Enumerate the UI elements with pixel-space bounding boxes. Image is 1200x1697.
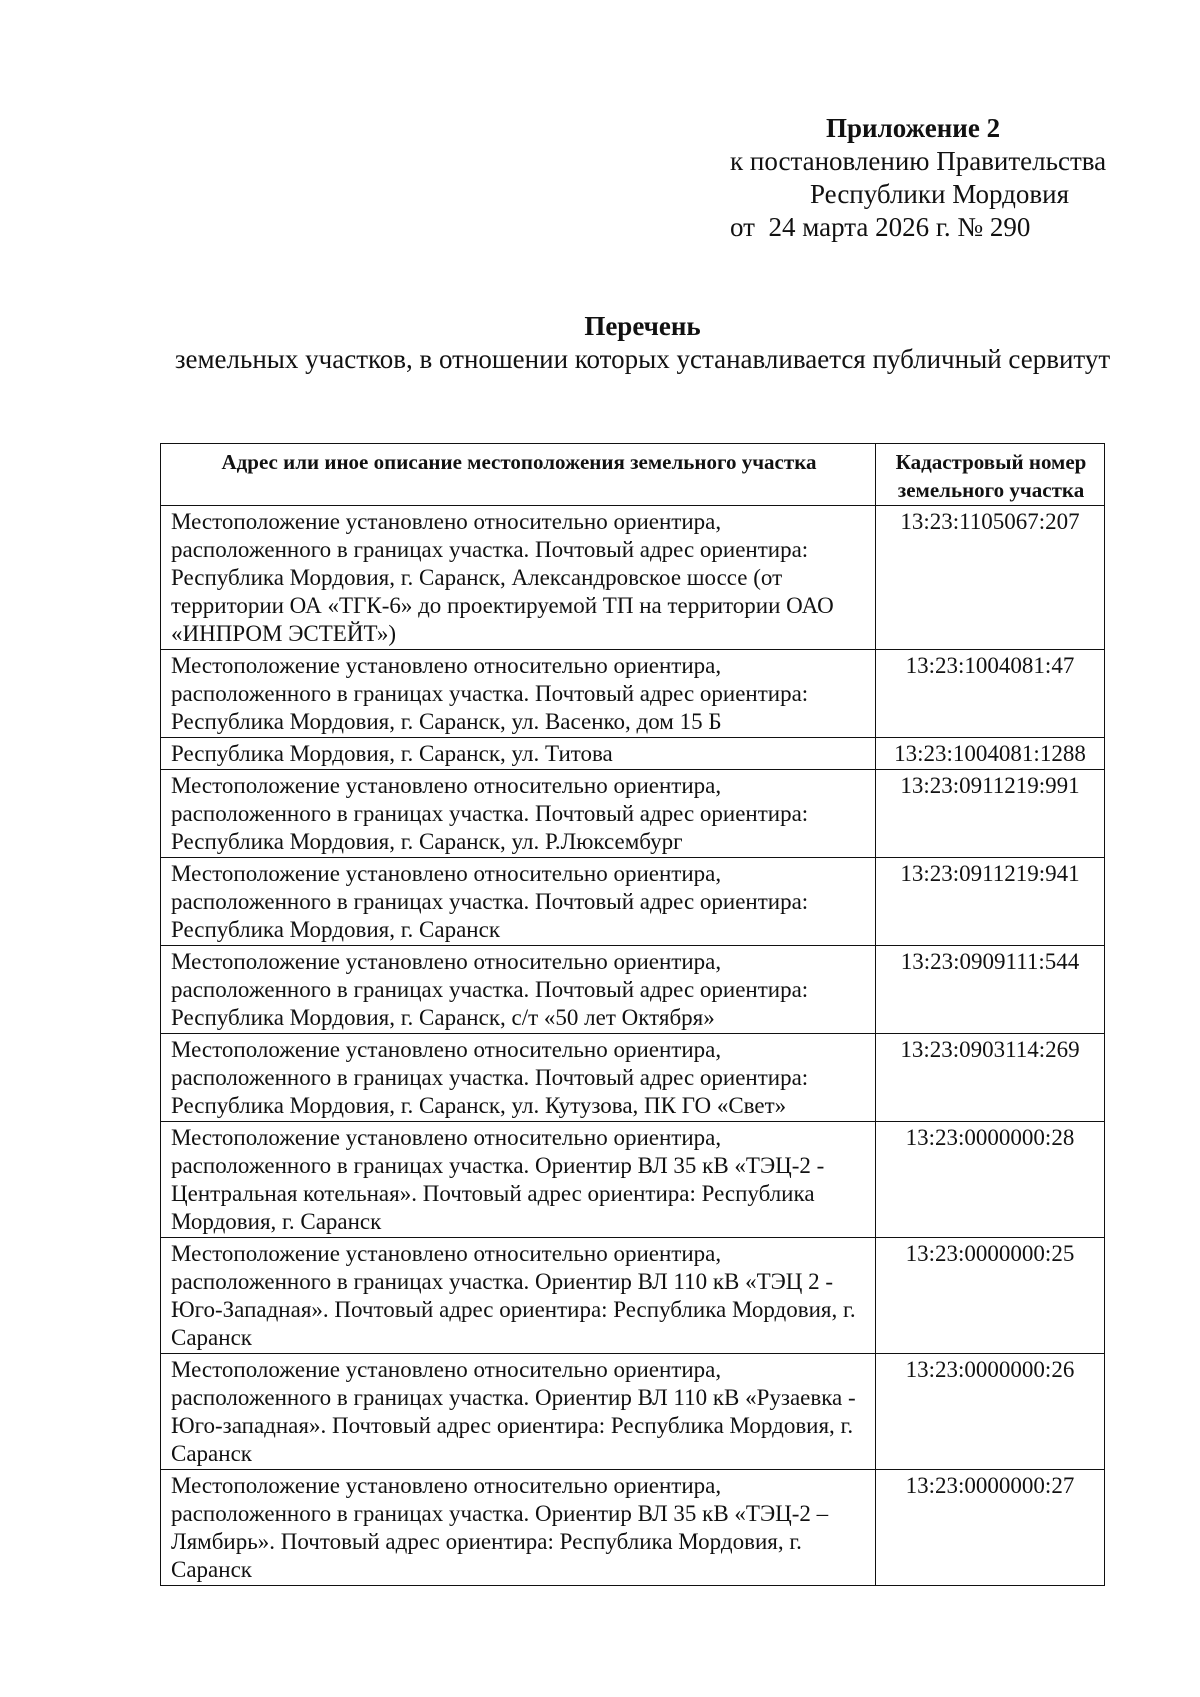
cadastral-number-cell: 13:23:0000000:28	[876, 1122, 1105, 1238]
cadastral-number-cell: 13:23:1004081:1288	[876, 738, 1105, 770]
table-row	[161, 1238, 1105, 1354]
address-cell: Местоположение установлено относительно ориентира, расположенного в границах участка. Ориентир ВЛ 35 кВ «ТЭЦ-2 – Лямбирь». Почтовый адрес ориентира: Республика Мордовия, г. Саранск	[161, 1470, 876, 1586]
appendix-line-resolution: к постановлению Правительства	[730, 146, 1107, 176]
cadastral-number-cell: 13:23:1105067:207	[876, 506, 1105, 650]
appendix-line-date	[730, 211, 1130, 244]
table-row	[161, 1354, 1105, 1470]
address-cell: Местоположение установлено относительно ориентира, расположенного в границах участка. Ориентир ВЛ 35 кВ «ТЭЦ-2 - Центральная котельная». Почтовый адрес ориентира: Республика Мордовия, г. Саранск	[161, 1122, 876, 1238]
address-cell: Местоположение установлено относительно ориентира, расположенного в границах участка. Ориентир ВЛ 110 кВ «Рузаевка - Юго-западная». Почтовый адрес ориентира: Республика Мордовия, г. Саранск	[161, 1354, 876, 1470]
appendix-line-republic: Республики Мордовия	[810, 179, 1070, 209]
table-row	[161, 738, 1105, 770]
address-cell: Местоположение установлено относительно ориентира, расположенного в границах участка. Почтовый адрес ориентира: Республика Мордовия, г. Саранск	[161, 858, 876, 946]
address-cell: Местоположение установлено относительно ориентира, расположенного в границах участка. Почтовый адрес ориентира: Республика Мордовия, г. Саранск, ул. Кутузова, ПК ГО «Свет»	[161, 1034, 876, 1122]
date-value: 24 марта 2026 г. № 290	[768, 212, 1031, 242]
address-cell: Местоположение установлено относительно ориентира, расположенного в границах участка. Почтовый адрес ориентира: Республика Мордовия, г. Саранск, Александровское шоссе (от территории ОА «ТГК-6» до проектируемой ТП на территории ОАО «ИНПРОМ ЭСТЕЙТ»)	[161, 506, 876, 650]
table-row	[161, 1122, 1105, 1238]
address-cell: Республика Мордовия, г. Саранск, ул. Титова	[161, 738, 876, 770]
appendix-block	[730, 112, 1130, 244]
cadastral-number-cell: 13:23:1004081:47	[876, 650, 1105, 738]
address-cell: Местоположение установлено относительно ориентира, расположенного в границах участка. Ориентир ВЛ 110 кВ «ТЭЦ 2 - Юго-Западная». Почтовый адрес ориентира: Республика Мордовия, г. Саранск	[161, 1238, 876, 1354]
column-header-address: Адрес или иное описание местоположения земельного участка	[161, 444, 876, 506]
table-row	[161, 1470, 1105, 1586]
document-title	[160, 310, 1125, 376]
table-row	[161, 1034, 1105, 1122]
title-heading: Перечень	[584, 311, 701, 341]
table-row	[161, 770, 1105, 858]
table-header-row	[161, 444, 1105, 506]
cadastral-number-cell: 13:23:0911219:991	[876, 770, 1105, 858]
address-cell: Местоположение установлено относительно ориентира, расположенного в границах участка. Почтовый адрес ориентира: Республика Мордовия, г. Саранск, с/т «50 лет Октября»	[161, 946, 876, 1034]
cadastral-number-cell: 13:23:0909111:544	[876, 946, 1105, 1034]
table-row	[161, 506, 1105, 650]
column-header-cadastral: Кадастровый номер земельного участка	[876, 444, 1105, 506]
address-cell: Местоположение установлено относительно ориентира, расположенного в границах участка. Почтовый адрес ориентира: Республика Мордовия, г. Саранск, ул. Васенко, дом 15 Б	[161, 650, 876, 738]
cadastral-number-cell: 13:23:0911219:941	[876, 858, 1105, 946]
land-plots-table	[160, 443, 1105, 1586]
cadastral-number-cell: 13:23:0000000:27	[876, 1470, 1105, 1586]
cadastral-number-cell: 13:23:0000000:26	[876, 1354, 1105, 1470]
table-row	[161, 650, 1105, 738]
cadastral-number-cell: 13:23:0903114:269	[876, 1034, 1105, 1122]
appendix-title: Приложение 2	[826, 113, 1001, 143]
title-subtitle: земельных участков, в отношении которых устанавливается публичный сервитут	[174, 344, 1111, 374]
table-row	[161, 946, 1105, 1034]
table-row	[161, 858, 1105, 946]
cadastral-number-cell: 13:23:0000000:25	[876, 1238, 1105, 1354]
address-cell: Местоположение установлено относительно ориентира, расположенного в границах участка. Почтовый адрес ориентира: Республика Мордовия, г. Саранск, ул. Р.Люксембург	[161, 770, 876, 858]
date-prefix: от	[730, 212, 755, 242]
